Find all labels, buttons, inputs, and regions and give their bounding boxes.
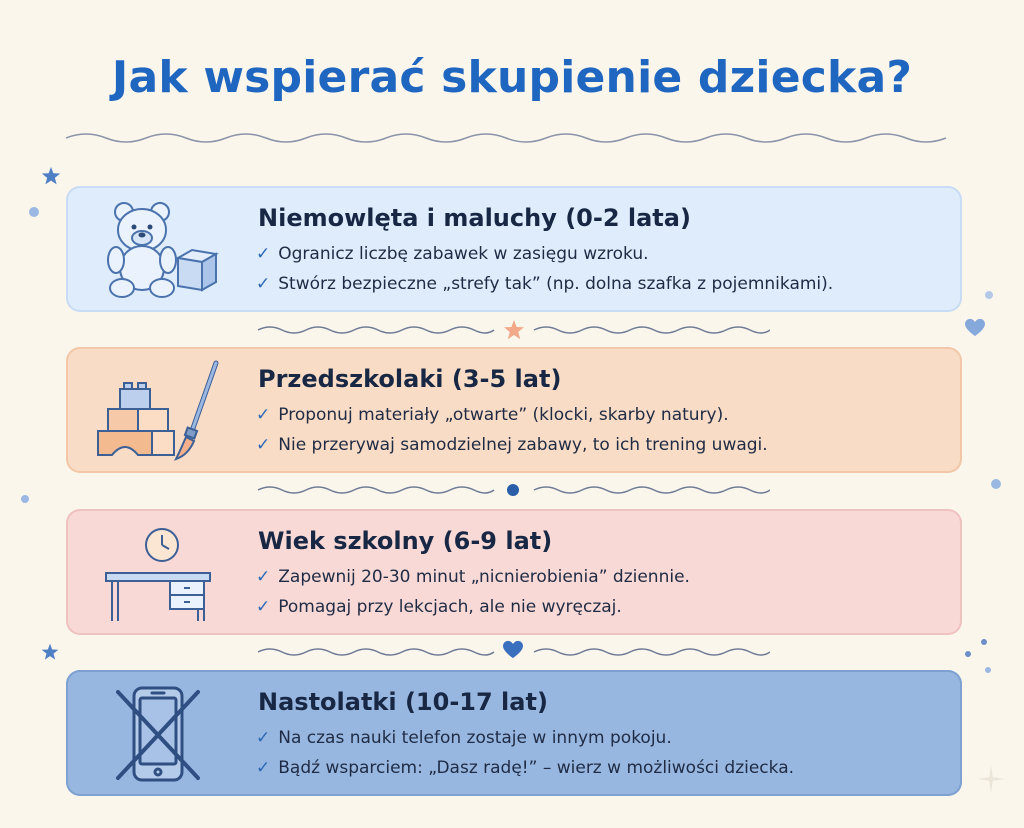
star-icon (40, 642, 60, 662)
tip-item: ✓ Proponuj materiały „otwarte” (klocki, skarby natury). (256, 405, 729, 425)
check-icon: ✓ (256, 405, 271, 425)
check-icon: ✓ (256, 244, 271, 264)
section-heading: Przedszkolaki (3-5 lat) (258, 365, 562, 393)
sparkle-icon (976, 764, 1006, 794)
section-preschoolers (66, 347, 962, 473)
section-heading: Wiek szkolny (6-9 lat) (258, 527, 553, 555)
check-icon: ✓ (256, 728, 271, 748)
dot-icon (984, 666, 992, 674)
tip-item: ✓ Ogranicz liczbę zabawek w zasięgu wzroku. (256, 244, 649, 264)
section-infants (66, 186, 962, 312)
dot-icon (964, 650, 972, 658)
tip-item: ✓ Na czas nauki telefon zostaje w innym pokoju. (256, 728, 672, 748)
title-wave-divider (66, 128, 962, 148)
tip-item: ✓ Bądź wsparciem: „Dasz radę!” – wierz w możliwości dziecka. (256, 758, 795, 778)
section-heading: Niemowlęta i maluchy (0-2 lata) (258, 204, 691, 232)
check-icon: ✓ (256, 758, 271, 778)
star-icon (502, 318, 526, 342)
check-icon: ✓ (256, 597, 271, 617)
section-teenagers (66, 670, 962, 796)
section-heading: Nastolatki (10-17 lat) (258, 688, 548, 716)
tip-item: ✓ Stwórz bezpieczne „strefy tak” (np. dolna szafka z pojemnikami). (256, 274, 834, 294)
blocks-and-paintbrush-icon (94, 359, 224, 463)
tip-item: ✓ Nie przerywaj samodzielnej zabawy, to ich trening uwagi. (256, 435, 768, 455)
check-icon: ✓ (256, 435, 271, 455)
dot-icon (28, 206, 40, 218)
section-school-age (66, 509, 962, 635)
check-icon: ✓ (256, 274, 271, 294)
dot-icon (506, 483, 520, 497)
desk-and-clock-icon (94, 521, 224, 625)
tip-item: ✓ Pomagaj przy lekcjach, ale nie wyręczaj. (256, 597, 622, 617)
teddy-bear-icon (94, 198, 224, 302)
dot-icon (20, 494, 30, 504)
dot-icon (984, 290, 994, 300)
tip-item: ✓ Zapewnij 20-30 minut „nicnierobienia” dziennie. (256, 567, 690, 587)
heart-icon (502, 640, 524, 660)
check-icon: ✓ (256, 567, 271, 587)
page-title: Jak wspierać skupienie dziecka? (111, 52, 913, 103)
crossed-phone-icon (94, 682, 224, 786)
dot-icon (990, 478, 1002, 490)
star-icon (40, 165, 62, 187)
dot-icon (980, 638, 988, 646)
heart-icon (964, 318, 986, 338)
